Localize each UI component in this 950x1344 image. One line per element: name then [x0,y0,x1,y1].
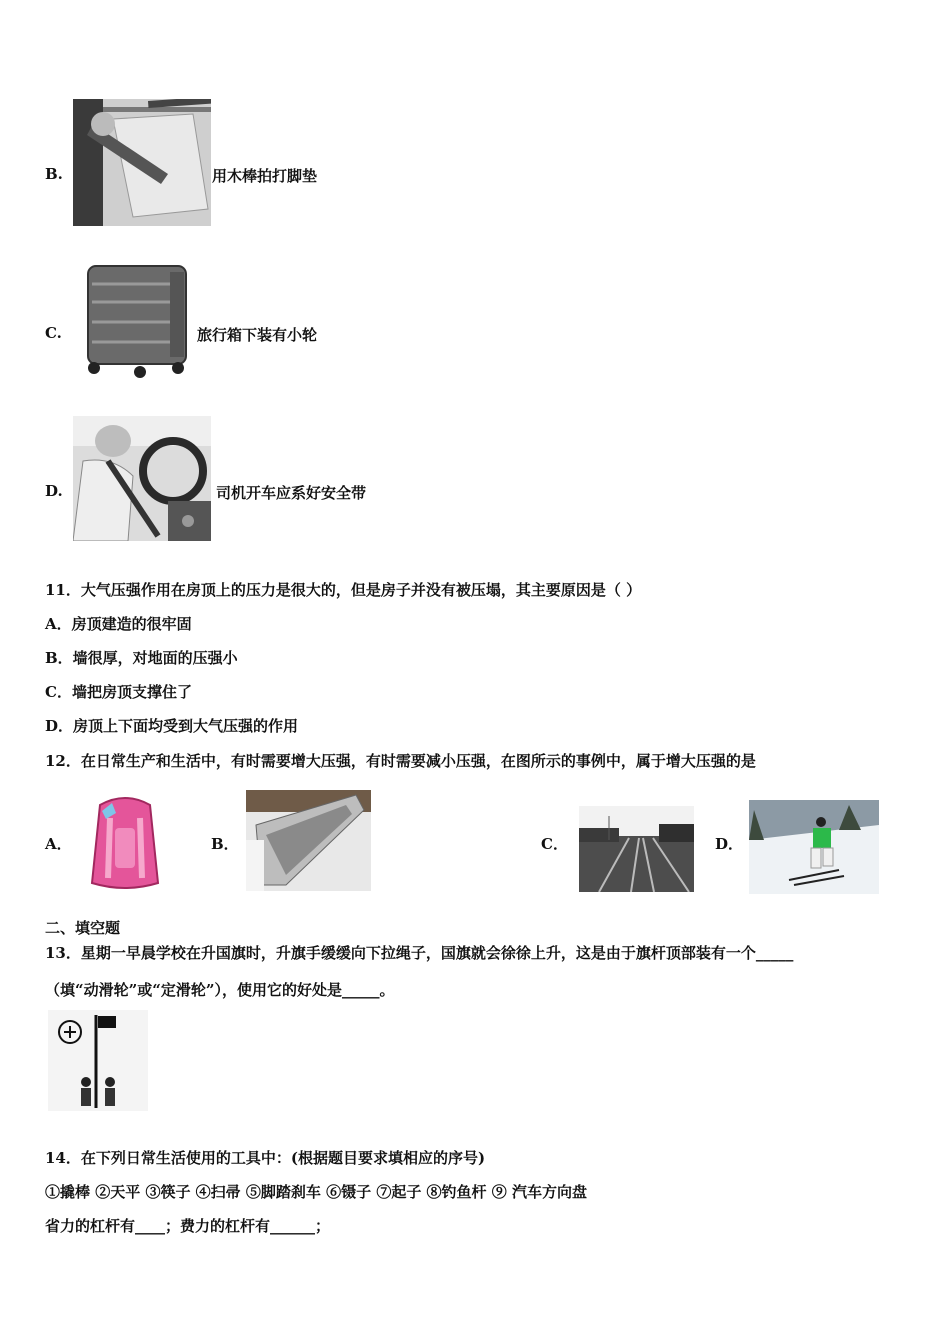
q12-option-d-letter: D． [715,835,744,853]
backpack-photo [80,793,170,893]
option-b-text: 用木棒拍打脚垫 [212,167,318,185]
option-d-letter: D. [45,482,63,500]
section-title: 二、填空题 [45,919,121,937]
skier-photo [749,800,879,894]
q13-line2: （填“动滑轮”或“定滑轮”），使用它的好处是_____。 [45,981,395,999]
q11-option-b: B．墙很厚，对地面的压强小 [45,649,238,667]
q12-option-b-letter: B． [211,835,239,853]
q11-option-c: C．墙把房顶支撑住了 [45,683,192,701]
q11-stem: 11．大气压强作用在房顶上的压力是很大的，但是房子并没有被压塌，其主要原因是（ ） [45,581,642,599]
suitcase-photo [82,262,192,380]
q14-blanks: 省力的杠杆有____；费力的杠杆有______； [45,1217,331,1235]
option-d-text: 司机开车应系好安全带 [216,484,367,502]
option-c-text: 旅行箱下装有小轮 [197,326,318,344]
option-c-letter: C. [45,324,62,342]
knife-photo [246,790,371,891]
q11-option-a: A．房顶建造的很牢固 [45,615,192,633]
q14-items: ①撬棒 ②天平 ③筷子 ④扫帚 ⑤脚踏刹车 ⑥镊子 ⑦起子 ⑧钓鱼杆 ⑨ 汽车方向盘 [45,1183,588,1201]
q12-option-c-letter: C． [541,835,568,853]
q11-option-d: D．房顶上下面均受到大气压强的作用 [45,717,299,735]
q12-option-a-letter: A． [45,835,72,853]
beating-mat-photo [73,99,211,226]
q14-stem: 14．在下列日常生活使用的工具中：(根据题目要求填相应的序号) [45,1149,486,1167]
q13-line1: 13．星期一早晨学校在升国旗时，升旗手缓缓向下拉绳子，国旗就会徐徐上升，这是由于旗杆顶部装有一个_____ [45,944,794,962]
driver-seatbelt-photo [73,416,211,541]
q12-stem: 12．在日常生产和生活中，有时需要增大压强，有时需要减小压强，在图所示的事例中，属于增大压强的是 [45,752,756,770]
railway-photo [579,806,694,892]
option-b-letter: B. [45,165,63,183]
flagpole-illustration [48,1010,148,1111]
